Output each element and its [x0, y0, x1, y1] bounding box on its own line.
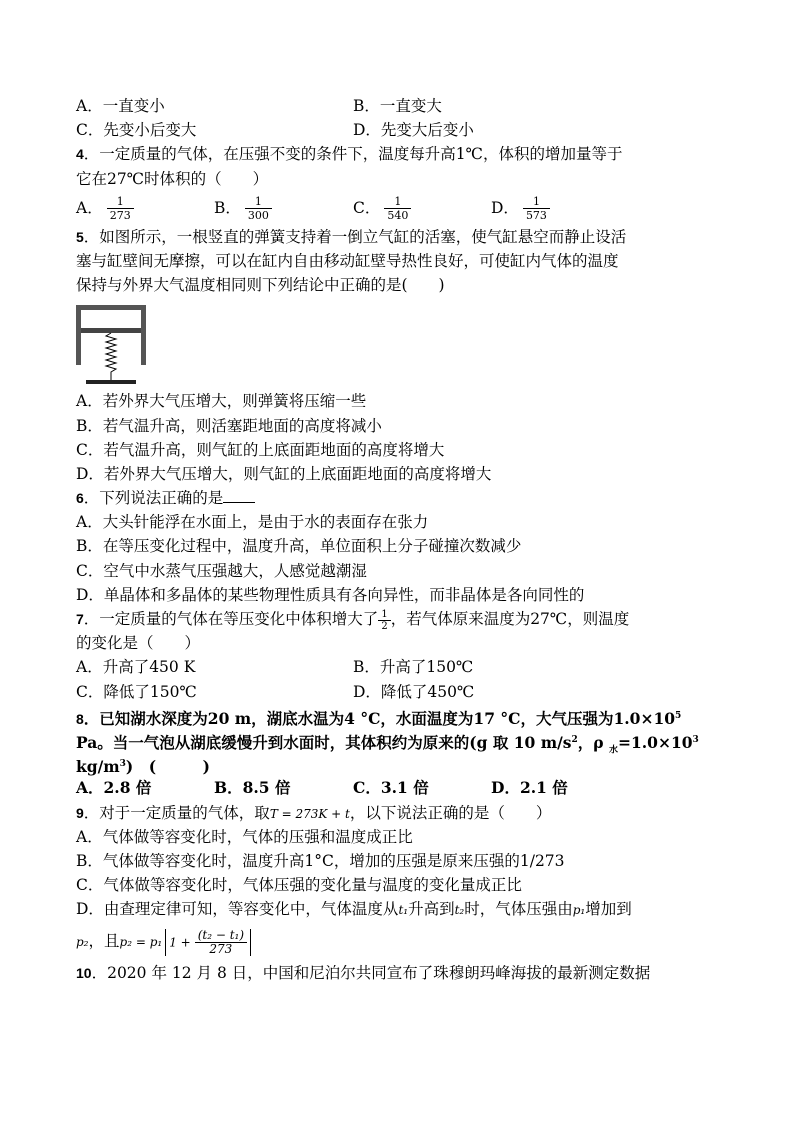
ground [86, 380, 136, 384]
q9-option-c: C．气体做等容变化时，气体压强的变化量与温度的变化量成正比 [76, 876, 522, 895]
q8-stem-text-2c: =1.0×10 [618, 733, 693, 753]
q7-options-row-2 [76, 680, 742, 704]
q9-formula-bracket [165, 929, 251, 956]
q8-exponent-4: 3 [119, 759, 126, 770]
q7-option-d: D．降低了450℃ [353, 682, 475, 701]
q4-option-a-label: A． [76, 198, 103, 217]
q8-option-a: A．2.8 倍 [76, 778, 152, 798]
q6-option-b: B．在等压变化过程中，温度升高，单位面积上分子碰撞次数减少 [76, 537, 522, 556]
cylinder-spring-diagram [76, 301, 146, 387]
q7-options-row-1 [76, 655, 742, 679]
cylinder-top-wall [76, 305, 146, 310]
q4-option-d-label: D． [491, 198, 519, 217]
spring [106, 333, 116, 380]
q6-option-c: C．空气中水蒸气压强越大，人感觉越潮湿 [76, 561, 367, 580]
fraction-denominator: 540 [387, 209, 409, 223]
q7-option-a: A．升高了450 K [76, 658, 196, 677]
q7-stem-text-1a: ．一定质量的气体在等压变化中体积增大了 [83, 610, 379, 628]
q7-stem-text-2: 的变化是（ ） [76, 634, 201, 653]
q9-math-t1: t₁ [398, 903, 409, 918]
q4-stem-line-2 [76, 167, 742, 191]
q5-option-c: C．若气温升高，则气缸的上底面距地面的高度将增大 [76, 440, 445, 459]
q4-option-c-label: C． [353, 198, 381, 217]
cylinder-spring-figure [76, 301, 146, 387]
q10-stem-line-1 [76, 961, 742, 985]
q8-stem-text-2a: Pa。当一气泡从湖底缓慢升到水面时，其体积约为原来的(g 取 10 m/s [76, 733, 572, 753]
q4-options-row [76, 191, 742, 225]
fraction-numerator: (t₂ − t₁) [195, 929, 247, 943]
q9-math-t2: t₂ [454, 903, 465, 918]
document-page [76, 94, 742, 986]
q6-answer-blank [223, 488, 255, 503]
q9-math-expression: T = 273K + t [269, 806, 350, 821]
q4-option-b-fraction [245, 195, 272, 222]
q6-stem-text-1: ．下列说法正确的是 [83, 489, 224, 508]
fraction-denominator: 300 [247, 209, 269, 223]
q4-stem-text-1: ．一定质量的气体，在压强不变的条件下，温度每升高1℃，体积的增加量等于 [83, 145, 623, 164]
q9-option-d-line-2 [76, 921, 742, 961]
q9-number: 9 [76, 804, 84, 821]
q7-option-b: B．升高了150℃ [353, 658, 474, 677]
q6-option-a: A．大头针能浮在水面上，是由于水的表面存在张力 [76, 513, 429, 532]
q8-stem-text-3b: ) ( ) [125, 757, 210, 777]
q8-options-row [76, 776, 742, 800]
q8-exponent-3: 3 [692, 734, 699, 745]
q5-stem-line-1 [76, 225, 742, 249]
q5-option-b: B．若气温升高，则活塞距地面的高度将减小 [76, 416, 382, 435]
q4-stem-line-1 [76, 142, 742, 166]
q8-stem-line-1 [76, 704, 742, 728]
q9-math-p1: p₁ [572, 903, 586, 918]
q3-option-b: B．一直变大 [353, 97, 442, 115]
q7-stem-text-1b: ，若气体原来温度为27℃，则温度 [390, 610, 630, 628]
q8-exponent-2: 2 [571, 734, 578, 745]
fraction-denominator: 273 [209, 941, 233, 956]
q4-stem-text-2: 它在27℃时体积的（ ） [76, 169, 269, 188]
q4-option-c-fraction [384, 195, 411, 222]
fraction-numerator: 1 [245, 195, 272, 209]
q4-option-c [353, 191, 411, 225]
q3-options-row-2 [76, 118, 742, 142]
q9-stem-line-1 [76, 801, 742, 825]
q7-number: 7 [76, 611, 84, 627]
q8-subscript-water: 水 [609, 745, 619, 756]
q8-option-c: C．3.1 倍 [353, 778, 429, 798]
fraction-numerator: 1 [523, 195, 550, 209]
fraction-denominator: 2 [381, 620, 388, 632]
q4-option-a-fraction [107, 195, 134, 222]
q5-stem-text-2: 塞与缸壁间无摩擦，可以在缸内自由移动缸壁导热性良好，可使缸内气体的温度 [76, 251, 619, 270]
fraction-denominator: 573 [525, 209, 547, 223]
q3-option-d: D．先变大后变小 [353, 121, 474, 140]
q8-option-b: B．8.5 倍 [214, 778, 291, 798]
q5-stem-text-1: ．如图所示，一根竖直的弹簧支持着一倒立气缸的活塞，使气缸悬空而静止设活 [83, 227, 627, 246]
q10-number: 10 [76, 965, 92, 982]
q10-stem-text-1: ．2020 年 12 月 8 日，中国和尼泊尔共同宣布了珠穆朗玛峰海拔的最新测定数据 [91, 964, 651, 983]
q8-stem-text-1: ．已知湖水深度为20 m，湖底水温为4 °C，水面温度为17 °C，大气压强为1.0×10 [83, 708, 676, 728]
q8-exponent-1: 5 [675, 710, 682, 721]
q9-option-d-text-b: 升高到 [408, 900, 455, 919]
fraction-numerator: 1 [384, 195, 411, 209]
q8-stem-text-2b: ，ρ [577, 733, 609, 753]
piston [81, 328, 141, 333]
q5-number: 5 [76, 228, 84, 245]
q7-stem-line-2 [76, 631, 742, 655]
q3-options-row-1 [76, 94, 742, 118]
q4-option-b-label: B． [214, 198, 241, 217]
q5-stem-line-3 [76, 273, 742, 297]
q3-option-a: A．一直变小 [76, 97, 165, 115]
q9-option-d-text-c: 时，气体压强由 [464, 900, 573, 919]
q9-option-a: A．气体做等容变化时，气体的压强和温度成正比 [76, 827, 413, 846]
cylinder-left-wall [76, 305, 81, 365]
q6-stem-line-1 [76, 486, 742, 510]
q9-formula-one: 1 + [169, 935, 191, 950]
q9-option-d-text-e: ，且 [88, 932, 120, 951]
q8-stem-line-3 [76, 752, 742, 776]
q9-option-d-text-d: 增加到 [585, 900, 632, 919]
q9-stem-text-1b: ，以下说法正确的是（ ） [349, 803, 552, 822]
q7-stem-line-1 [76, 607, 742, 631]
q9-option-d-text-a: D．由查理定律可知，等容变化中，气体温度从 [76, 900, 399, 919]
q3-option-c: C．先变小后变大 [76, 121, 197, 140]
q4-option-d [491, 191, 550, 225]
q7-fraction [378, 609, 390, 632]
q6-option-d: D．单晶体和多晶体的某些物理性质具有各向异性，而非晶体是各向同性的 [76, 585, 585, 604]
q5-stem-text-3: 保持与外界大气温度相同则下列结论中正确的是( ) [76, 276, 445, 295]
q9-formula-fraction [195, 929, 247, 956]
q6-number: 6 [76, 490, 84, 507]
q4-option-a [76, 191, 134, 225]
fraction-numerator: 1 [378, 609, 390, 621]
q4-option-d-fraction [523, 195, 550, 222]
q4-option-b [214, 191, 272, 225]
q9-formula-left: p₂ = p₁ [119, 935, 163, 950]
fraction-numerator: 1 [107, 195, 134, 209]
q9-math-p2: p₂ [76, 935, 89, 950]
fraction-denominator: 273 [109, 209, 131, 223]
q9-option-d-line-1 [76, 897, 742, 921]
q8-option-d: D．2.1 倍 [491, 778, 568, 798]
q5-option-d: D．若外界大气压增大，则气缸的上底面距地面的高度将增大 [76, 464, 492, 483]
q9-option-b: B．气体做等容变化时，温度升高1°C，增加的压强是原来压强的1/273 [76, 851, 565, 870]
q5-stem-line-2 [76, 249, 742, 273]
q5-option-a: A．若外界大气压增大，则弹簧将压缩一些 [76, 392, 367, 411]
q8-number: 8 [76, 710, 84, 727]
cylinder-right-wall [141, 305, 146, 365]
q4-number: 4 [76, 146, 84, 163]
q8-stem-text-3a: kg/m [76, 757, 120, 777]
q8-stem-line-2 [76, 728, 742, 756]
q7-option-c: C．降低了150℃ [76, 682, 197, 701]
q9-stem-text-1a: ．对于一定质量的气体，取 [83, 803, 270, 822]
